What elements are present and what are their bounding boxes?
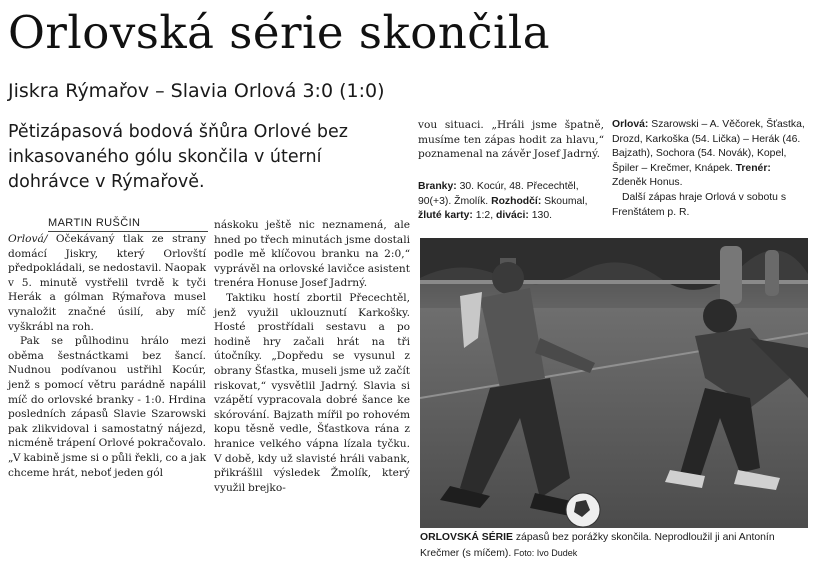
- photo-caption: [420, 531, 808, 561]
- article-column-3: [418, 118, 604, 162]
- spectators-value: 130.: [528, 210, 553, 222]
- match-photo: [420, 238, 808, 528]
- subheadline: Jiskra Rýmařov – Slavia Orlová 3:0 (1:0): [8, 80, 385, 102]
- cards-label: žluté karty:: [418, 210, 473, 222]
- referee-value: Skoumal,: [541, 195, 588, 207]
- cards-value: 1:2,: [472, 210, 494, 222]
- referee-label: Rozhodčí:: [491, 195, 542, 207]
- byline: MARTIN RUŠČIN: [48, 216, 208, 232]
- goals-value: 30. Kocúr, 48. Přecechtěl, 90(+3). Žmolík.: [418, 181, 579, 207]
- next-match: Další zápas hraje Orlová v sobotu s Frenštátem p. R.: [612, 191, 787, 218]
- paragraph-text: Očekávaný tlak ze strany domácí Jiskry, který Orlovští předpokládali, se nedostavil. Naopak v 5. minutě vystřelil tvrdě k tyči Herák a gólman Rýmařova musel vynaložit značné úsilí, aby míč vyškrábl na roh.: [8, 233, 206, 333]
- spectators-label: diváci:: [495, 210, 529, 222]
- goals-label: Branky:: [418, 181, 457, 192]
- article-paragraph: Taktiku hostí zbortil Přecechtěl, jenž využil uklouznutí Karkošky. Hosté prostřídali sestavu a po hodině hry začali hrát na tři útočníky. „Dopředu se vysunul z obrany Šťastka, museli jsme už začít riskovat,“ vysvětlil Jadrný. Slavia si vzápětí vypracovala dobré šance ke skórování. Bajzath mířil po rohovém kopu těsně vedle, Šťastkova rána z hranice velkého vápna lízala tyčku. V době, kdy už slavisté hráli vabank, přikrášlil výsledek Žmolík, který využil brejko-: [214, 291, 410, 494]
- team-label: Orlová:: [612, 119, 649, 130]
- article-column-1: [8, 232, 206, 480]
- photo-credit: Foto: Ivo Dudek: [511, 547, 578, 558]
- caption-text: zápasů bez porážky skončila. Neprodloužil ji ani Antonín Krečmer (s míčem).: [420, 532, 775, 559]
- lineup-paragraph: [612, 118, 808, 191]
- dateline: Orlová/: [8, 233, 48, 245]
- players-list: Szarowski – A. Věčorek, Šťastka, Drozd, Karkoška (54. Lička) – Herák (46. Bajzath), Sochora (54. Novák), Kopel, Špiler – Krečmer, Knápek.: [612, 119, 805, 174]
- lead-paragraph: Pětizápasová bodová šňůra Orlové bez inkasovaného gólu skončila v úterní dohrávce v Rýmařově.: [8, 122, 348, 192]
- match-info: [418, 180, 604, 224]
- coach-label: Trenér:: [735, 162, 771, 174]
- article-column-2: [214, 218, 410, 495]
- article-paragraph: Pak se půlhodinu hrálo mezi oběma šestnáctkami bez šancí. Nudnou podívanou ustřihl Kocúr, jenž s pomocí větru parádně napálil míč do orlovské branky - 1:0. Hrdina posledních zápasů Slavie Szarowski pak zlikvidoval i samostatný nájezd, nicméně trápení Orlové pokračovalo. „V kabině jsme si o půli řekli, co a jak chceme hrát, neboť jeden gól: [8, 335, 206, 479]
- caption-lead: ORLOVSKÁ SÉRIE: [420, 532, 513, 543]
- article-paragraph: náskoku ještě nic neznamená, ale hned po třech minutách jsme dostali podle mě klíčovou branku na 2:0,“ vyprávěl na orlovské lavičce asistent trenéra Honuse Josef Jadrný.: [214, 219, 410, 290]
- headline: Orlovská série skončila: [8, 6, 551, 59]
- lineup-box: [612, 118, 808, 220]
- coach-value: Zdeněk Honus.: [612, 177, 683, 189]
- article-paragraph: vou situaci. „Hráli jsme špatně, musíme ten zápas hodit za hlavu,“ poznamenal na závěr Josef Jadrný.: [418, 119, 604, 161]
- article-paragraph: [8, 232, 206, 334]
